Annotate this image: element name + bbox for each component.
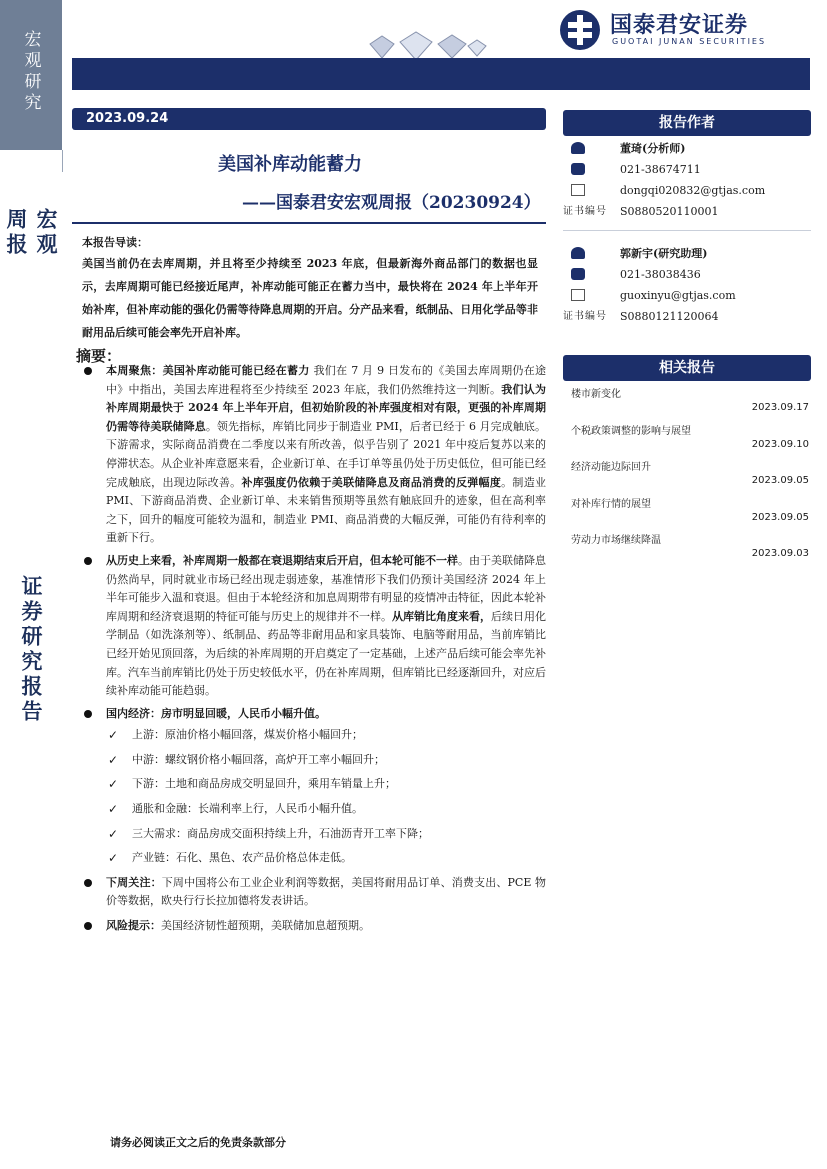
- summary-bullet: [76, 705, 546, 724]
- related-reports-heading: 相关报告: [563, 355, 811, 381]
- author-phone: 021-38674711: [620, 163, 701, 176]
- author-card: [563, 243, 811, 327]
- author-email[interactable]: dongqi020832@gtjas.com: [620, 184, 766, 197]
- person-icon: [571, 247, 585, 259]
- author-divider: [563, 230, 811, 231]
- related-report-title[interactable]: 劳动力市场继续降温: [571, 535, 661, 546]
- check-item: ✓ 上游：原油价格小幅回落，煤炭价格小幅回升；: [76, 726, 546, 745]
- summary-bullet: [76, 874, 546, 911]
- report-date: 2023.09.24: [72, 108, 546, 130]
- authors-heading: 报告作者: [563, 110, 811, 136]
- summary-body: [76, 362, 546, 938]
- related-report-date: 2023.09.10: [751, 438, 809, 450]
- bullet-bold: 从库销比角度来看，: [392, 609, 491, 623]
- checkmark-icon: ✓: [108, 802, 119, 817]
- bullet-dot-icon: [84, 879, 92, 887]
- check-item: ✓ 通胀和金融：长端利率上行，人民币小幅升值。: [76, 800, 546, 819]
- bullet-text: 。领先指标，库销比同步于制造业 PMI，后者已经于 6 月完成触底。下游需求，实际商品消费在二季度以来有所改善，似乎告别了 2021 年中疫后复苏以来的停滞状态。从企业补库意愿来看，企业新订单、在手订单等虽仍处于历史低位，但可能已经完成触底，出现边际改善。: [106, 419, 547, 489]
- checkmark-icon: ✓: [108, 728, 119, 743]
- sidebar-middle-label: 宏观周报: [4, 208, 58, 258]
- related-report-title[interactable]: 个税政策调整的影响与展望: [571, 425, 691, 437]
- bullet-lead: 下周关注：: [106, 875, 162, 889]
- summary-heading: 摘要：: [76, 347, 122, 365]
- mail-icon: [571, 184, 585, 196]
- related-report-item[interactable]: [563, 419, 811, 456]
- author-email[interactable]: guoxinyu@gtjas.com: [620, 289, 736, 302]
- bullet-text: 。制造业 PMI、下游商品消费、企业新订单、未来销售预期等虽然有触底回升的迹象，但在高利率之下，回升的幅度可能较为温和，制造业 PMI、商品消费的大幅反弹，可能仍有待利率的重新下行。: [106, 475, 547, 545]
- related-report-title[interactable]: 对补库行情的展望: [571, 498, 651, 510]
- logo-emblem-icon: [560, 10, 600, 50]
- bullet-text: 。由于美联储降息仍然尚早，同时就业市场已经出现走弱迹象，基准情形下我们仍预计美国经济 2024 年上半年可能步入温和衰退。但由于本轮经济和加息周期带有明显的疫情冲击特征，因此本轮补库周期和经济衰退期的特征可能与历史上的规律并不一样。: [106, 553, 546, 623]
- checkmark-icon: ✓: [108, 826, 119, 841]
- bullet-dot-icon: [84, 367, 92, 375]
- report-title: 美国补库动能蓄力: [218, 154, 362, 175]
- related-report-item[interactable]: [563, 528, 811, 565]
- related-report-title[interactable]: 楼市新变化: [571, 389, 621, 400]
- sidebar-top-label: 宏观研究: [20, 30, 41, 114]
- bullet-lead: 本周聚焦：美国补库动能可能已经在蓄力: [106, 364, 310, 377]
- report-guide: [72, 222, 546, 338]
- brand-name-cn: 国泰君安证券: [610, 13, 749, 38]
- bullet-text: 下周中国将公布工业企业利润等数据，美国将耐用品订单、消费支出、PCE 物价等数据，欧央行行长拉加德将发表讲话。: [106, 875, 546, 908]
- bullet-lead: 风险提示：: [106, 919, 161, 933]
- guide-body: 美国当前仍在去库周期，并且将至少持续至 2023 年底，但最新海外商品部门的数据也显示，去库周期可能已经接近尾声，补库动能可能正在蓄力当中，最快将在 2024 年上半年开始补库，但补库动能的强化仍需等待降息周期的开启。分产品来看，纸制品、日用化学品等非耐用品后续可能会率先开启补库。: [82, 257, 538, 339]
- related-reports-list: [563, 382, 811, 565]
- author-card: [563, 138, 811, 222]
- bullet-bold: 补库强度仍依赖于美联储降息及商品消费的反弹幅度: [241, 475, 502, 489]
- guide-heading: 本报告导读：: [82, 236, 148, 249]
- left-sidebar: [0, 0, 62, 1169]
- brand-logo: [560, 8, 800, 52]
- check-item: ✓ 三大需求：商品房成交面积持续上升，石油沥青开工率下降；: [76, 825, 546, 844]
- summary-bullet: [76, 552, 546, 701]
- checkmark-icon: ✓: [108, 752, 119, 767]
- check-item: ✓ 产业链：石化、黑色、农产品价格总体走低。: [76, 849, 546, 868]
- related-report-item[interactable]: [563, 382, 811, 419]
- sidebar-top-block: [0, 0, 62, 150]
- cert-label: 证书编号: [563, 206, 607, 217]
- sidebar-bottom-block: [0, 555, 62, 735]
- related-report-date: 2023.09.17: [751, 402, 809, 413]
- related-report-date: 2023.09.05: [751, 475, 809, 486]
- check-item: ✓ 中游：螺纹钢价格小幅回落，高炉开工率小幅回升；: [76, 751, 546, 770]
- author-name: 郭新宇(研究助理): [620, 247, 708, 260]
- bullet-text: 我们在 7 月 9 日发布的《美国去库周期仍在途中》中指出，美国去库进程将至少持续至 2023 年底，我们仍然维持这一判断。: [106, 364, 547, 396]
- author-cert: S0880520110001: [620, 205, 719, 218]
- diamond-decoration-icon: [360, 30, 490, 60]
- check-item: ✓ 下游：土地和商品房成交明显回升，乘用车销量上升；: [76, 775, 546, 794]
- phone-icon: [571, 268, 585, 280]
- sidebar-bottom-label: 证券研究报告: [19, 575, 43, 725]
- related-report-item[interactable]: [563, 492, 811, 529]
- bullet-bold: 我们认为补库周期最快于 2024 年上半年开启，但初始阶段的补库强度相对有限，更强的补库周期仍需等待美联储降息: [106, 382, 546, 433]
- bullet-text: 美国经济韧性超预期，美联储加息超预期。: [161, 919, 370, 933]
- related-report-date: 2023.09.03: [751, 548, 809, 559]
- header-banner: [72, 58, 810, 90]
- disclaimer-footer: 请务必阅读正文之后的免责条款部分: [110, 1136, 286, 1149]
- sidebar-middle-block: [0, 172, 62, 282]
- bullet-dot-icon: [84, 922, 92, 930]
- bullet-lead: 从历史上来看，补库周期一般都在衰退期结束后开启，但本轮可能不一样: [106, 553, 458, 567]
- bullet-lead: 国内经济：房市明显回暖，人民币小幅升值。: [106, 706, 326, 720]
- author-cert: S0880121120064: [620, 310, 719, 323]
- brand-name-en: GUOTAI JUNAN SECURITIES: [612, 37, 767, 46]
- checkmark-icon: ✓: [108, 851, 119, 866]
- mail-icon: [571, 289, 585, 301]
- related-report-title[interactable]: 经济动能边际回升: [571, 462, 651, 473]
- author-phone: 021-38038436: [620, 268, 701, 281]
- phone-icon: [571, 163, 585, 175]
- related-report-date: 2023.09.05: [751, 511, 809, 523]
- person-icon: [571, 142, 585, 154]
- checkmark-icon: ✓: [108, 777, 119, 792]
- bullet-text: 后续日用化学制品（如洗涤剂等）、纸制品、药品等非耐用品和家具装饰、电脑等耐用品，当前库销比已经开始见顶回落，为后续的补库周期的开启奠定了一定基础，上述产品后续可能会率先补库。汽车当前库销比仍处于历史较低水平，仍在补库周期，但库销比已经逐渐回升，对应后续补库动能可能趋弱。: [106, 609, 546, 698]
- bullet-dot-icon: [84, 710, 92, 718]
- bullet-dot-icon: [84, 557, 92, 565]
- author-name: 董琦(分析师): [620, 142, 686, 155]
- summary-bullet: [76, 362, 546, 548]
- report-subtitle: ——国泰君安宏观周报（20230924）: [242, 193, 541, 213]
- sidebar-divider: [62, 150, 63, 172]
- cert-label: 证书编号: [563, 311, 607, 322]
- related-report-item[interactable]: [563, 455, 811, 492]
- summary-bullet: [76, 917, 546, 936]
